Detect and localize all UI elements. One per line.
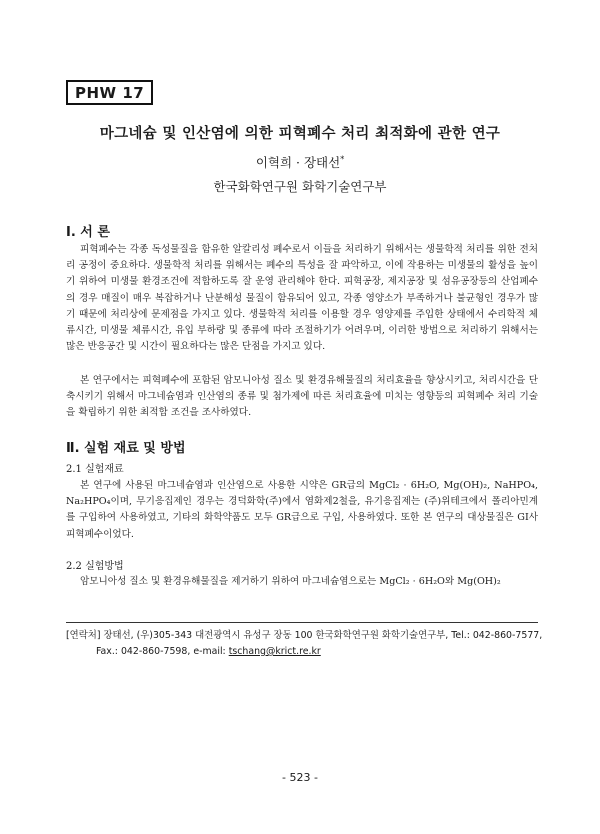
contact-footnote: [연락처] 장태선, (우)305-343 대전광역시 유성구 장동 100 한국화학연구원 화학기술연구부, Tel.: 042-860-7577, (66, 630, 543, 641)
section-heading-introduction: Ⅰ. 서 론 (66, 225, 110, 240)
author-names: 이혁희 · 장태선 (255, 155, 341, 170)
page-number: - 523 - (282, 771, 318, 784)
affiliation: 한국화학연구원 화학기술연구부 (213, 179, 387, 194)
materials-paragraph: 본 연구에 사용된 마그네슘염과 인산염으로 사용한 시약은 GR급의 MgCl₂ · 6H₂O, Mg(OH)₂, NaHPO₄, Na₂HPO₄이며, 무기응집제인 경우는 경덕화학(주)에서 염화제2철을, 유기응집제는 (주)위테크에서 폴리아민계를 구입하여 사용하였고, 기타의 화학약품도 모두 GR급으로 구입, 사용하였다. 또한 본 연구의 대상물질은 GI사 피혁폐수이었다. (66, 480, 538, 540)
paper-code-badge: PHW 17 (66, 80, 153, 105)
introduction-paragraph-2: 본 연구에서는 피혁폐수에 포함된 암모니아성 질소 및 환경유해물질의 처리효율을 향상시키고, 처리시간을 단축시키기 위해서 마그네슘염과 인산염의 종류 및 첨가제에 따른 처리효율에 미치는 영향등의 피혁폐수 처리 기술을 확립하기 위한 최적합 조건을 조사하였다. (66, 375, 538, 419)
introduction-paragraph-1: 피혁폐수는 각종 독성물질을 함유한 알칼리성 폐수로서 이들을 처리하기 위해서는 생물학적 처리를 위한 전처리 공정이 중요하다. 생물학적 처리를 위해서는 폐수의 특성을 잘 파악하고, 이에 작용하는 미생물의 활성을 높이기 위하여 미생물 환경조건에 적합하도록 잘 운영 관리해야 한다. 피혁공장, 제지공장 및 섬유공장등의 산업폐수의 경우 매질이 매우 복잡하거나 난분해성 물질이 함유되어 있고, 각종 영양소가 부족하거나 불균형인 경우가 많기 때문에 처리상에 문제점을 가지고 있다. 생물학적 처리를 이용할 경우 영양제를 주입한 상태에서 수리학적 체류시간, 미생물 체류시간, 유입 부하량 및 종류에 따라 조절하기가 어려우며, 이러한 방법으로 처리하기 위해서는 많은 반응공간 및 시간이 필요하다는 많은 단점을 가지고 있다. (66, 244, 538, 353)
subsection-heading-materials: 2.1 실험재료 (66, 464, 124, 475)
footnote-divider (66, 622, 538, 623)
contact-footnote-fax-line (96, 644, 576, 660)
author-line (0, 153, 600, 171)
fax-text: Fax.: 042-860-7598, e-mail: (96, 646, 229, 657)
procedure-paragraph: 암모니아성 질소 및 환경유해물질을 제거하기 위하여 마그네슘염으로는 MgCl₂ · 6H₂O와 Mg(OH)₂ (80, 576, 501, 587)
paper-title: 마그네슘 및 인산염에 의한 피혁폐수 처리 최적화에 관한 연구 (99, 125, 501, 142)
section-heading-methods: Ⅱ. 실험 재료 및 방법 (66, 441, 186, 456)
corresponding-author-mark: * (340, 154, 345, 164)
email-link[interactable]: tschang@krict.re.kr (228, 646, 321, 657)
subsection-heading-procedure: 2.2 실험방법 (66, 561, 124, 572)
